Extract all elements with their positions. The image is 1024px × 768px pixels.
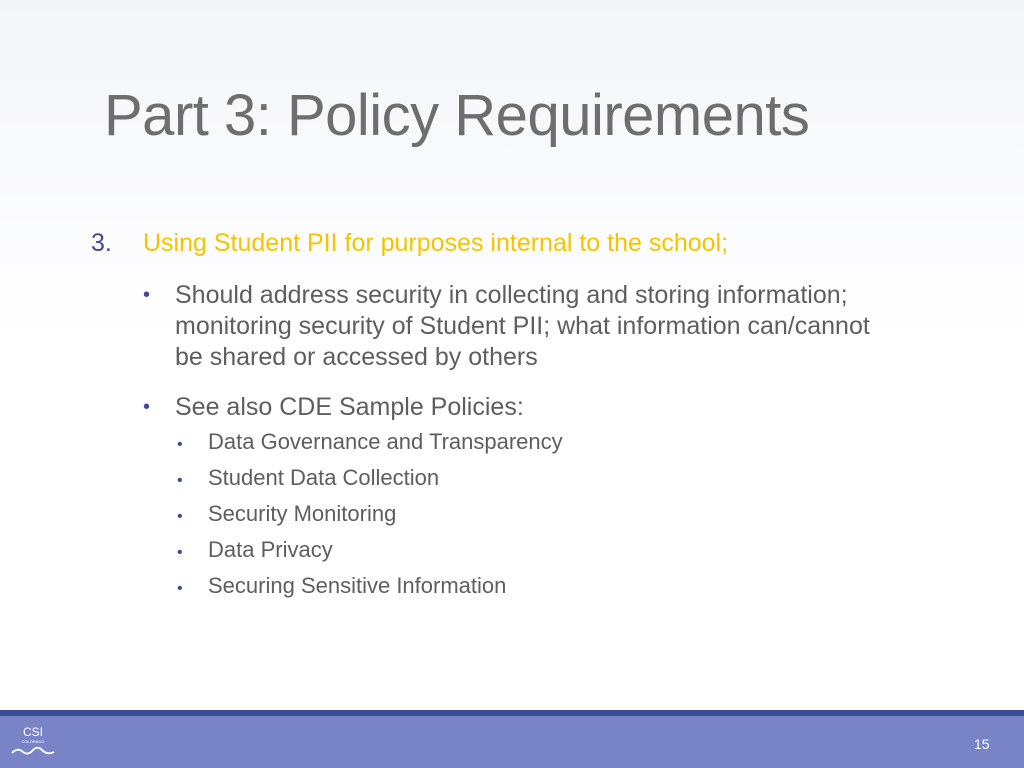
footer-bar — [0, 716, 1024, 768]
logo-subtext: COLORADO — [21, 739, 45, 744]
sub-bullet-security-monitoring — [177, 501, 396, 527]
sub-bullet-student-data-collection — [177, 465, 439, 491]
sub-bullet-text: Security Monitoring — [208, 501, 397, 526]
sub-bullet-data-governance — [177, 429, 563, 455]
logo-text: CSI — [22, 725, 44, 739]
sub-bullet-data-privacy — [177, 537, 333, 563]
page-number: 15 — [974, 736, 990, 752]
sub-bullet-marker: • — [177, 472, 183, 489]
bullet-text: See also CDE Sample Policies: — [175, 393, 524, 421]
bullet-see-also — [143, 392, 903, 423]
numbered-item — [91, 229, 728, 258]
sub-bullet-marker: • — [177, 436, 183, 453]
item-number: 3. — [91, 229, 112, 257]
sub-bullet-text: Securing Sensitive Information — [208, 573, 507, 598]
sub-bullet-text: Data Privacy — [208, 537, 333, 562]
sub-bullet-marker: • — [177, 508, 183, 525]
bullet-marker: • — [143, 284, 151, 306]
slide-title: Part 3: Policy Requirements — [104, 83, 810, 148]
bullet-text: Should address security in collecting and storing information; monitoring security of Student PII; what information can/cannot be shared or accessed by others — [175, 281, 870, 371]
sub-bullet-text: Data Governance and Transparency — [208, 429, 563, 454]
logo-mountain-icon — [12, 748, 54, 754]
sub-bullet-marker: • — [177, 544, 183, 561]
sub-bullet-securing-sensitive-info — [177, 573, 506, 599]
bullet-security — [143, 280, 903, 373]
item-text: Using Student PII for purposes internal to the school; — [143, 229, 729, 257]
sub-bullet-text: Student Data Collection — [208, 465, 440, 490]
bullet-marker: • — [143, 396, 151, 418]
sub-bullet-marker: • — [177, 580, 183, 597]
csi-logo — [10, 722, 56, 762]
